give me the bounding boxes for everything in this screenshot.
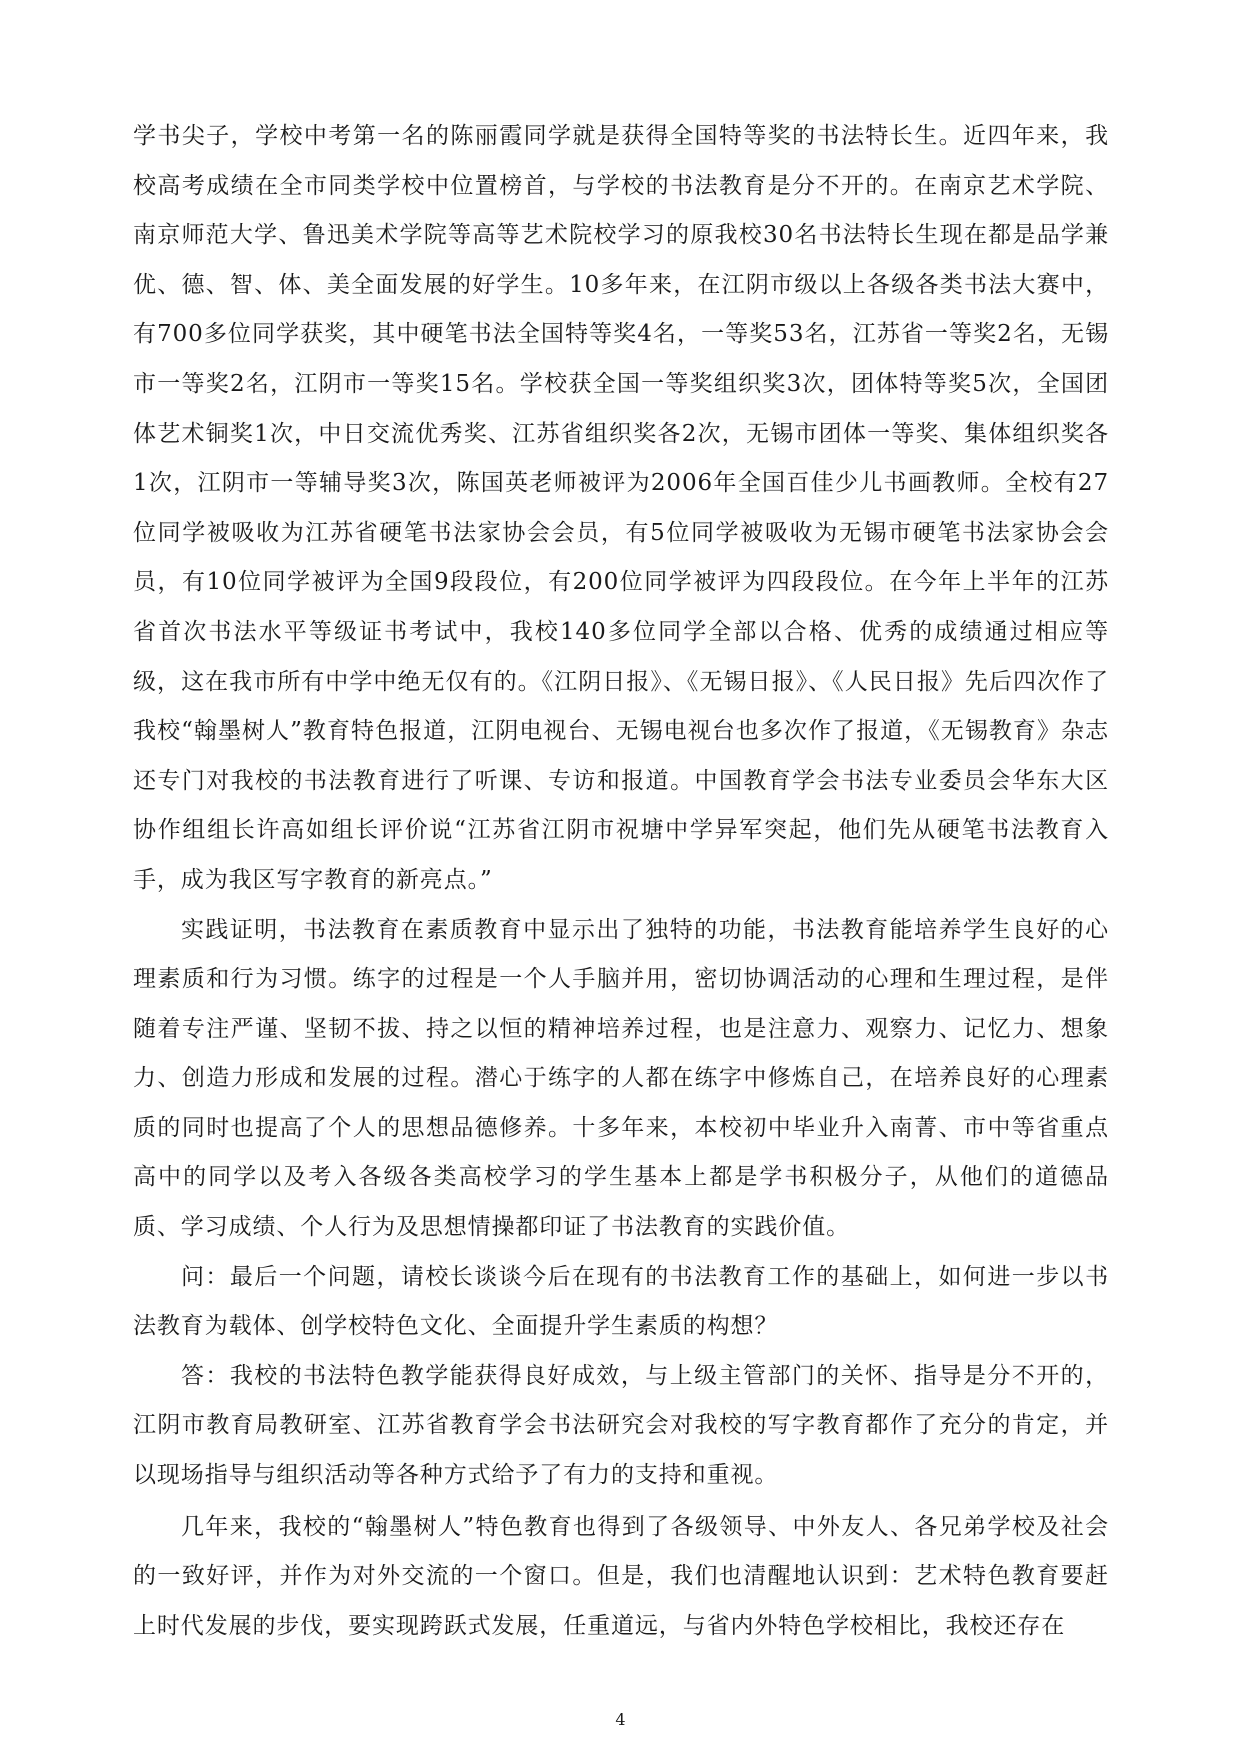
paragraph-achievements: 学书尖子，学校中考第一名的陈丽霞同学就是获得全国特等奖的书法特长生。近四年来，我校高考成绩在全市同类学校中位置榜首，与学校的书法教育是分不开的。在南京艺术学院、南京师范大学、鲁迅美术学院等高等艺术院校学习的原我校30名书法特长生现在都是品学兼优、德、智、体、美全面发展的好学生。10多年来，在江阴市级以上各级各类书法大赛中，有700多位同学获奖，其中硬笔书法全国特等奖4名，一等奖53名，江苏省一等奖2名，无锡市一等奖2名，江阴市一等奖15名。学校获全国一等奖组织奖3次，团体特等奖5次，全国团体艺术铜奖1次，中日交流优秀奖、江苏省组织奖各2次，无锡市团体一等奖、集体组织奖各1次，江阴市一等辅导奖3次，陈国英老师被评为2006年全国百佳少儿书画教师。全校有27位同学被吸收为江苏省硬笔书法家协会会员，有5位同学被吸收为无锡市硬笔书法家协会会员，有10位同学被评为全国9段段位，有200位同学被评为四段段位。在今年上半年的江苏省首次书法水平等级证书考试中，我校140多位同学全部以合格、优秀的成绩通过相应等级，这在我市所有中学中绝无仅有的。《江阴日报》、《无锡日报》、《人民日报》先后四次作了我校“翰墨树人”教育特色报道，江阴电视台、无锡电视台也多次作了报道，《无锡教育》杂志还专门对我校的书法教育进行了听课、专访和报道。中国教育学会书法专业委员会华东大区协作组组长许高如组长评价说“江苏省江阴市祝塘中学异军突起，他们先从硬笔书法教育入手，成为我区写字教育的新亮点。”	[133, 123, 1109, 893]
paragraph-question: 问：最后一个问题，请校长谈谈今后在现有的书法教育工作的基础上，如何进一步以书法教育为载体、创学校特色文化、全面提升学生素质的构想？	[133, 1263, 1109, 1340]
paragraph-recent-years: 几年来，我校的“翰墨树人”特色教育也得到了各级领导、中外友人、各兄弟学校及社会的一致好评，并作为对外交流的一个窗口。但是，我们也清醒地认识到：艺术特色教育要赶上时代发展的步伐，要实现跨跃式发展，任重道远，与省内外特色学校相比，我校还存在	[133, 1513, 1109, 1639]
document-body	[133, 112, 1109, 1651]
page-number: 4	[615, 1710, 626, 1729]
paragraph-answer: 答：我校的书法特色教学能获得良好成效，与上级主管部门的关怀、指导是分不开的，江阴市教育局教研室、江苏省教育学会书法研究会对我校的写字教育都作了充分的肯定，并以现场指导与组织活动等各种方式给予了有力的支持和重视。	[133, 1362, 1109, 1489]
paragraph-practice-proves: 实践证明，书法教育在素质教育中显示出了独特的功能，书法教育能培养学生良好的心理素质和行为习惯。练字的过程是一个人手脑并用，密切协调活动的心理和生理过程，是伴随着专注严谨、坚韧不拔、持之以恒的精神培养过程，也是注意力、观察力、记忆力、想象力、创造力形成和发展的过程。潜心于练字的人都在练字中修炼自己，在培养良好的心理素质的同时也提高了个人的思想品德修养。十多年来，本校初中毕业升入南菁、市中等省重点高中的同学以及考入各级各类高校学习的学生基本上都是学书积极分子，从他们的道德品质、学习成绩、个人行为及思想情操都印证了书法教育的实践价值。	[133, 916, 1109, 1241]
